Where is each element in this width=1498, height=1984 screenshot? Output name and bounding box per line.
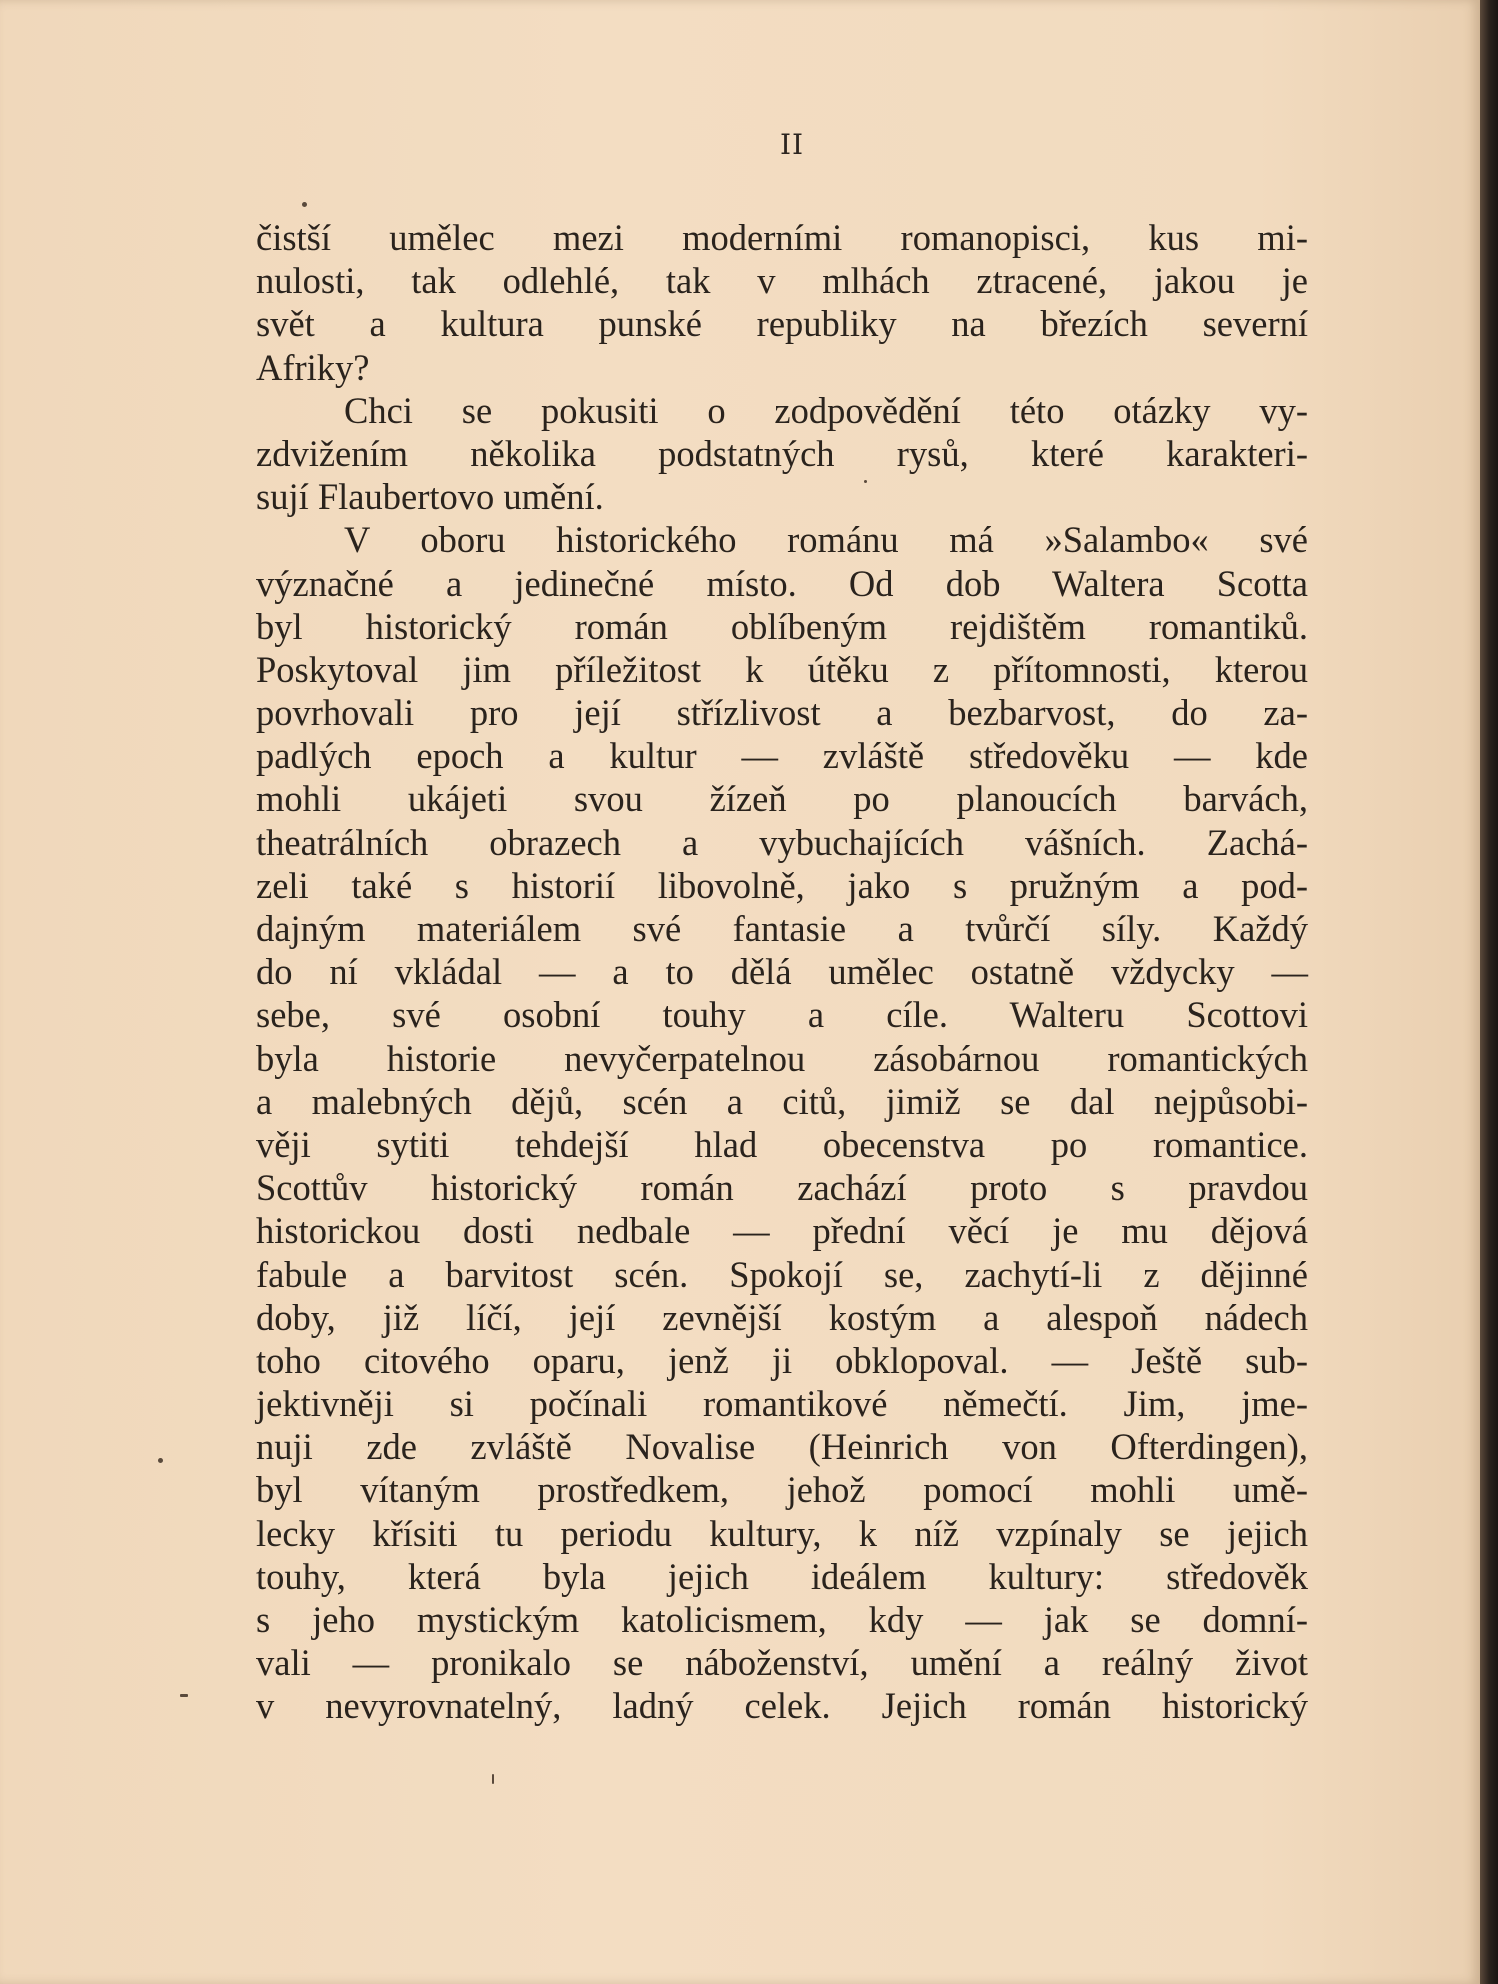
- scan-speck: [158, 1458, 163, 1463]
- book-spine-edge: [1480, 0, 1498, 1984]
- text-line: význačné a jedinečné místo. Od dob Waltera Scotta: [256, 562, 1308, 604]
- text-line: jektivněji si počínali romantikové němečtí. Jim, jme-: [256, 1383, 1308, 1425]
- text-line: zdvižením několika podstatných rysů, které karakteri-: [256, 432, 1308, 474]
- text-line: byl vítaným prostředkem, jehož pomocí mohli umě-: [256, 1469, 1308, 1511]
- text-line: toho citového oparu, jenž ji obklopoval. — Ještě sub-: [256, 1339, 1308, 1381]
- page-number: II: [779, 128, 805, 161]
- text-line: historickou dosti nedbale — přední věcí je mu dějová: [256, 1210, 1308, 1252]
- text-line: mohli ukájeti svou žízeň po planoucích barvách,: [256, 778, 1308, 820]
- text-line: vali — pronikalo se náboženství, umění a reálný život: [256, 1642, 1308, 1684]
- scan-speck: [864, 480, 867, 483]
- text-line: a malebných dějů, scén a citů, jimiž se dal nejpůsobi-: [256, 1080, 1308, 1122]
- text-line: povrhovali pro její střízlivost a bezbarvost, do za-: [256, 692, 1308, 734]
- text-line: do ní vkládal — a to dělá umělec ostatně vždycky —: [256, 951, 1308, 993]
- text-line: s jeho mystickým katolicismem, kdy — jak se domní-: [256, 1599, 1308, 1640]
- scan-speck: [180, 1694, 188, 1697]
- text-line: V oboru historického románu má »Salambo« své: [344, 519, 1308, 561]
- text-line: fabule a barvitost scén. Spokojí se, zachytí-li z dějinné: [256, 1253, 1308, 1295]
- text-line: touhy, která byla jejich ideálem kultury: středověk: [256, 1555, 1308, 1597]
- text-line: Scottův historický román zachází proto s pravdou: [256, 1167, 1308, 1209]
- text-line: byla historie nevyčerpatelnou zásobárnou romantických: [256, 1037, 1308, 1079]
- scan-speck: [302, 202, 307, 207]
- text-line: nuji zde zvláště Novalise (Heinrich von Ofterdingen),: [256, 1426, 1308, 1468]
- text-line: sují Flaubertovo umění.: [256, 476, 604, 518]
- text-line: svět a kultura punské republiky na březích severní: [256, 303, 1308, 345]
- text-line: čistší umělec mezi moderními romanopisci, kus mi-: [256, 217, 1308, 258]
- text-line: zeli také s historií libovolně, jako s pružným a pod-: [256, 864, 1308, 906]
- scan-speck: [492, 1774, 494, 1784]
- text-line: padlých epoch a kultur — zvláště středověku — kde: [256, 735, 1308, 777]
- text-line: Afriky?: [256, 346, 370, 388]
- text-line: byl historický román oblíbeným rejdištěm romantiků.: [256, 605, 1308, 647]
- text-line: nulosti, tak odlehlé, tak v mlhách ztracené, jakou je: [256, 260, 1308, 302]
- text-line: sebe, své osobní touhy a cíle. Walteru Scottovi: [256, 994, 1308, 1036]
- body-text: [256, 216, 1308, 1728]
- text-line: Chci se pokusiti o zodpovědění této otázky vy-: [344, 389, 1308, 431]
- text-line: theatrálních obrazech a vybuchajících vášních. Zachá-: [256, 821, 1308, 863]
- text-line: doby, již líčí, její zevnější kostým a alespoň nádech: [256, 1296, 1308, 1338]
- text-line: v nevyrovnatelný, ladný celek. Jejich román historický: [256, 1685, 1308, 1727]
- text-line: dajným materiálem své fantasie a tvůrčí síly. Každý: [256, 908, 1308, 949]
- text-line: lecky křísiti tu periodu kultury, k níž vzpínaly se jejich: [256, 1512, 1308, 1554]
- text-line: Poskytoval jim příležitost k útěku z přítomnosti, kterou: [256, 648, 1308, 690]
- text-line: věji sytiti tehdejší hlad obecenstva po romantice.: [256, 1123, 1308, 1165]
